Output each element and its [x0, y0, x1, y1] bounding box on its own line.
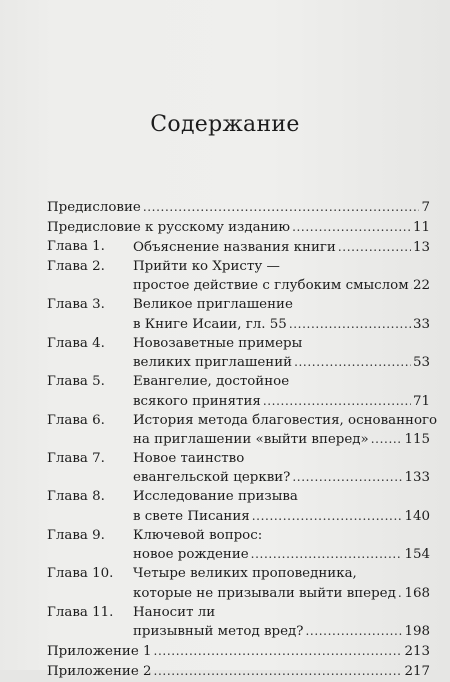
toc-line	[133, 276, 430, 295]
toc-entry-title: Новозаветные примеры	[133, 335, 304, 353]
dot-leader	[292, 468, 402, 486]
toc-chapter-label: Глава 4.	[47, 335, 133, 353]
toc-entry-title: простое действие с глубоким смыслом	[133, 277, 411, 295]
toc-page-number: 11	[411, 219, 430, 237]
toc-chapter-label: Глава 1.	[47, 238, 133, 256]
dot-leader	[292, 218, 411, 236]
toc-line	[47, 198, 430, 217]
toc-page-number: 22	[411, 277, 430, 295]
toc-entry-body	[47, 218, 430, 237]
toc-chapter-label: Глава 9.	[47, 527, 133, 545]
toc-entry-title: Великое приглашение	[133, 296, 295, 314]
dot-leader	[252, 507, 403, 525]
toc-chapter-label: Глава 5.	[47, 373, 133, 391]
toc-page-number: 53	[411, 354, 430, 372]
toc-line	[133, 468, 430, 487]
toc-line	[133, 373, 430, 391]
toc-entry	[47, 488, 430, 526]
toc-entry-body	[133, 238, 430, 257]
toc-chapter-label: Глава 11.	[47, 604, 133, 622]
toc-entry-title: в Книге Исаии, гл. 55	[133, 316, 289, 334]
toc-entry-title: призывный метод вред?	[133, 623, 305, 641]
toc-page-number: 115	[402, 431, 430, 449]
toc-line	[133, 412, 430, 430]
dot-leader	[143, 198, 420, 216]
toc-entry-title: евангельской церкви?	[133, 469, 292, 487]
toc-page-number: 133	[402, 469, 430, 487]
dot-leader	[154, 642, 403, 660]
toc-entry	[47, 218, 430, 237]
toc-entry	[47, 198, 430, 217]
toc-page-number: 217	[402, 663, 430, 681]
toc-line	[47, 662, 430, 681]
toc-line	[133, 545, 430, 564]
toc-line	[133, 584, 430, 603]
toc-entry	[47, 238, 430, 257]
toc-line	[133, 238, 430, 257]
toc-line	[133, 353, 430, 372]
toc-chapter-label: Глава 6.	[47, 412, 133, 430]
toc-chapter-label: Глава 10.	[47, 565, 133, 583]
toc-entry-body	[133, 565, 430, 603]
toc-page-number: 7	[419, 199, 430, 217]
toc-entry	[47, 604, 430, 642]
toc-entry-body	[133, 296, 430, 334]
toc-line	[133, 604, 430, 622]
dot-leader	[289, 315, 411, 333]
toc-line	[133, 392, 430, 411]
toc-entry-body	[133, 604, 430, 642]
toc-line	[133, 565, 430, 583]
toc-entry-body	[133, 527, 430, 565]
toc-page-number: 33	[411, 316, 430, 334]
toc-entry	[47, 450, 430, 488]
toc-line	[133, 258, 430, 276]
toc-line	[133, 335, 430, 353]
toc-entry	[47, 565, 430, 603]
toc-page-number: 213	[402, 643, 430, 661]
toc-entry-body	[47, 642, 430, 661]
toc-entry-body	[133, 335, 430, 373]
toc-entry-title: Новое таинство	[133, 450, 246, 468]
toc-line	[133, 450, 430, 468]
dot-leader	[338, 238, 411, 256]
toc-page-number: 198	[402, 623, 430, 641]
toc-line	[133, 507, 430, 526]
toc-line	[47, 642, 430, 661]
toc-entry	[47, 258, 430, 296]
toc-entry-title: великих приглашений	[133, 354, 294, 372]
toc-line	[133, 430, 430, 449]
toc-entry-body	[133, 450, 430, 488]
toc-entry	[47, 527, 430, 565]
toc-entry-title: Ключевой вопрос:	[133, 527, 264, 545]
toc-page-number: 13	[411, 239, 430, 257]
toc-line	[133, 527, 430, 545]
toc-entry-title: в свете Писания	[133, 508, 252, 526]
dot-leader	[305, 622, 402, 640]
toc-entry-title: которые не призывали выйти вперед	[133, 585, 398, 603]
toc-entry-title: Евангелие, достойное	[133, 373, 291, 391]
toc-page-number: 154	[402, 546, 430, 564]
toc-line	[133, 622, 430, 641]
dot-leader	[294, 353, 411, 371]
toc-entry	[47, 296, 430, 334]
toc-entry	[47, 373, 430, 411]
toc-entry-title: Предисловие	[47, 199, 143, 217]
toc-entry	[47, 335, 430, 373]
toc-entry-title: Наносит ли	[133, 604, 217, 622]
toc-page-number: 140	[402, 508, 430, 526]
toc-entry-title: История метода благовестия, основанного	[133, 412, 439, 430]
toc-entry-body	[133, 373, 430, 411]
toc-line	[133, 488, 430, 506]
toc-entry-title: новое рождение	[133, 546, 251, 564]
toc-entry-title: Приложение 1	[47, 643, 154, 661]
dot-leader	[251, 545, 403, 563]
toc-page-number: 168	[402, 585, 430, 603]
toc-entry-body	[133, 488, 430, 526]
dot-leader	[154, 662, 403, 680]
toc-entry-body	[47, 198, 430, 217]
toc-chapter-label: Глава 7.	[47, 450, 133, 468]
toc-entry-title: всякого принятия	[133, 393, 263, 411]
page-title: Содержание	[0, 112, 450, 137]
toc-entry-title: Прийти ко Христу —	[133, 258, 282, 276]
toc-entry	[47, 412, 430, 450]
toc-chapter-label: Глава 2.	[47, 258, 133, 276]
toc-chapter-label: Глава 8.	[47, 488, 133, 506]
table-of-contents	[47, 198, 430, 682]
toc-entry-title: Приложение 2	[47, 663, 154, 681]
toc-entry-title: Исследование призыва	[133, 488, 300, 506]
dot-leader	[371, 430, 403, 448]
toc-line	[133, 315, 430, 334]
toc-line	[47, 218, 430, 237]
toc-entry	[47, 642, 430, 661]
toc-entry-title: Объяснение названия книги	[133, 239, 338, 257]
toc-entry-title: Четыре великих проповедника,	[133, 565, 359, 583]
toc-chapter-label: Глава 3.	[47, 296, 133, 314]
toc-page-number: 71	[411, 393, 430, 411]
toc-entry-title: Предисловие к русскому изданию	[47, 219, 292, 237]
toc-line	[133, 296, 430, 314]
toc-entry-body	[47, 662, 430, 681]
toc-entry	[47, 662, 430, 681]
dot-leader	[263, 392, 411, 410]
toc-entry-body	[133, 258, 430, 296]
toc-entry-title: на приглашении «выйти вперед»	[133, 431, 371, 449]
toc-entry-body	[133, 412, 430, 450]
